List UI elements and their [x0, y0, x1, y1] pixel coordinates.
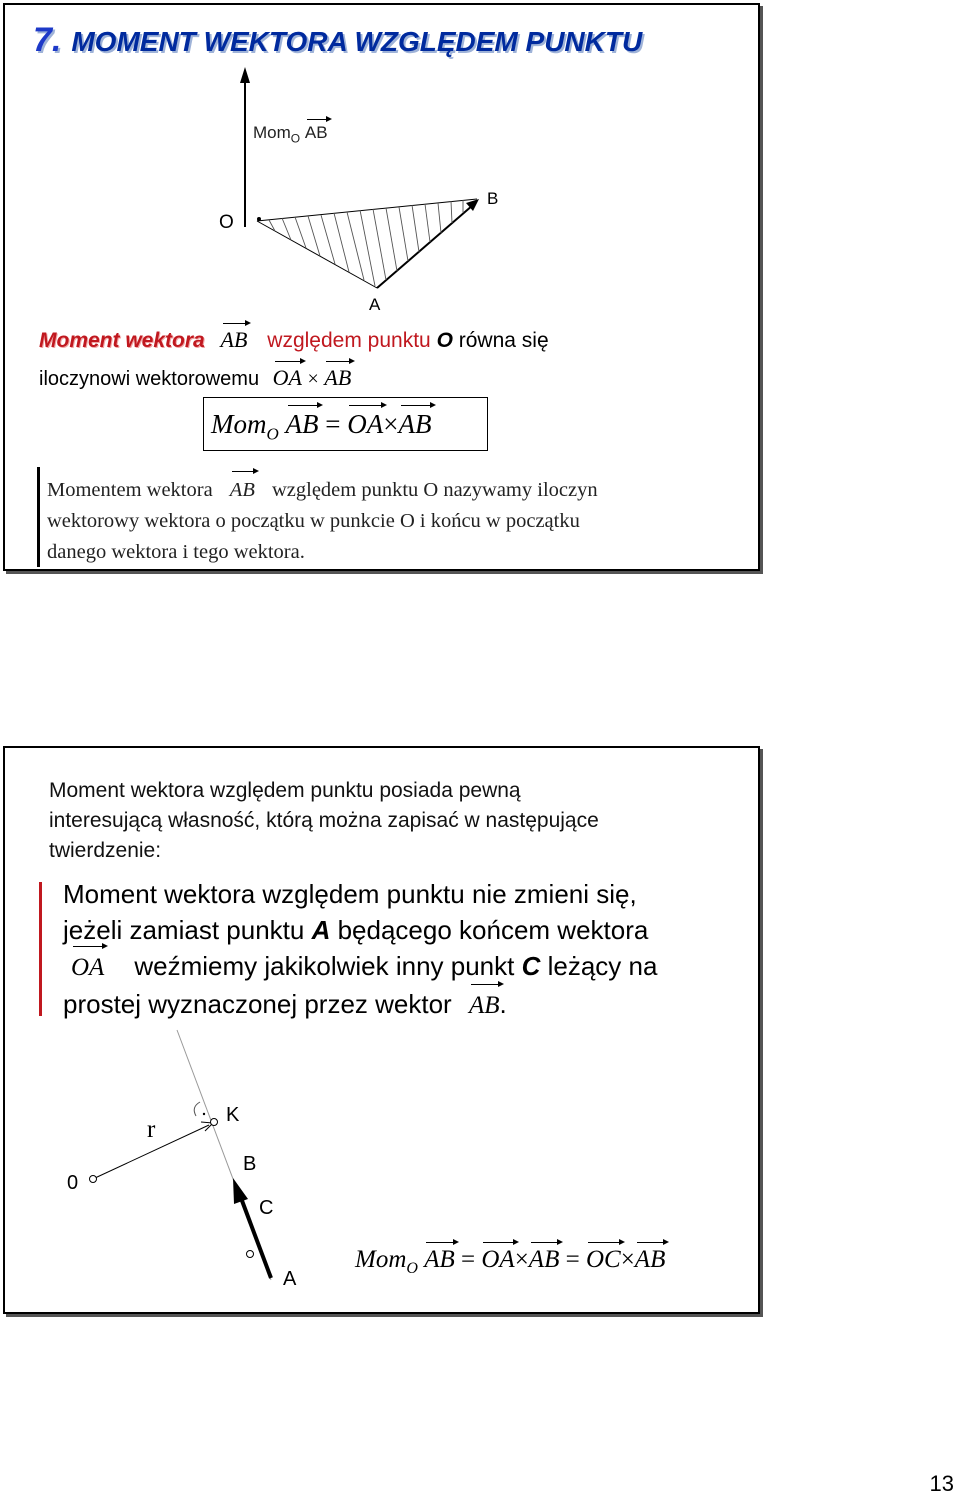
point-O-emph: O: [436, 329, 453, 352]
point-K-circle: [211, 1119, 218, 1126]
label-point-A: A: [283, 1268, 297, 1290]
formula-vec-AB-2: AB: [398, 409, 432, 439]
mom-label-sub: O: [290, 131, 301, 146]
statement-line-2: [39, 365, 351, 391]
label-point-B: B: [487, 189, 499, 208]
point-O-dot: [257, 217, 261, 221]
moment-formula: [211, 409, 432, 444]
intro-line-2: interesującą własność, którą można zapisać w następujące: [49, 809, 599, 832]
vec-AB-2: AB: [324, 365, 352, 390]
label-point-0: 0: [67, 1172, 79, 1194]
formula-eq: =: [325, 409, 341, 439]
rowna-sie: równa się: [458, 329, 549, 352]
thm-line-4-a: prostej wyznaczonej przez wektor: [63, 989, 452, 1019]
thm-vec-OA: OA: [71, 950, 104, 986]
theorem-bar: [39, 882, 42, 1016]
moment-vector-arrowhead: [240, 67, 250, 83]
slide-moment-definition: [3, 3, 760, 571]
thm-vec-AB: AB: [469, 988, 500, 1024]
definition-bar: [37, 467, 40, 567]
pf-vec-AB-2: AB: [528, 1246, 560, 1273]
pf-mom: Mom: [355, 1246, 407, 1273]
def-line-3: danego wektora i tego wektora.: [47, 541, 305, 563]
definition-paragraph: [47, 475, 598, 568]
pf-eq-1: =: [461, 1246, 476, 1273]
vector-AB-arrowhead: [233, 1178, 248, 1204]
right-angle-dot: [203, 1113, 205, 1115]
cross-sign: ×: [307, 368, 319, 390]
label-point-A: A: [369, 295, 381, 314]
formula-cross: ×: [383, 409, 399, 439]
label-point-O: O: [219, 212, 234, 233]
label-point-K: K: [226, 1104, 240, 1126]
formula-mom: Mom: [211, 409, 267, 439]
formula-vec-AB: AB: [285, 409, 319, 439]
point-A-emph: A: [311, 915, 331, 945]
pf-cross-1: ×: [514, 1246, 529, 1273]
label-r: r: [147, 1116, 156, 1143]
label-point-B: B: [243, 1153, 257, 1175]
formula-vec-OA: OA: [347, 409, 384, 439]
triangle-hatching: [269, 200, 463, 286]
property-formula: [355, 1246, 665, 1278]
mom-label-vec: AB: [304, 123, 328, 142]
theorem-paragraph: [63, 876, 657, 1024]
def-part-a: Momentem wektora: [47, 479, 213, 501]
vector-AB-line: [377, 205, 473, 288]
moment-wektora-emph: Moment wektora: [39, 329, 205, 352]
thm-line-2-a: jeżeli zamiast punktu: [63, 915, 305, 945]
def-line-1: [47, 475, 598, 506]
point-C-emph: C: [521, 951, 541, 981]
pf-sub: O: [406, 1260, 418, 1277]
title-number: 7.: [33, 21, 62, 59]
mom-label-prefix: Mom: [253, 123, 291, 142]
thm-line-2: [63, 912, 657, 948]
pf-eq-2: =: [565, 1246, 580, 1273]
pf-cross-2: ×: [620, 1246, 635, 1273]
point-0-circle: [90, 1176, 97, 1183]
intro-line-3: twierdzenie:: [49, 839, 162, 862]
vec-OA: OA: [272, 365, 302, 390]
thm-line-4-dot: .: [499, 989, 507, 1019]
point-C-circle: [247, 1251, 254, 1258]
label-point-C: C: [259, 1197, 274, 1219]
def-vec-AB: AB: [230, 475, 255, 506]
vec-AB: AB: [220, 327, 248, 352]
right-angle-mark: [194, 1102, 200, 1116]
wzgledem-punktu: względem punktu: [267, 329, 431, 352]
thm-line-3-a: weźmiemy jakikolwiek inny punkt: [134, 951, 515, 981]
title-text: MOMENT WEKTORA WZGLĘDEM PUNKTU: [71, 26, 643, 57]
def-line-2: wektorowy wektora o początku w punkcie O i końcu w początku: [47, 510, 580, 532]
thm-line-1: Moment wektora względem punktu nie zmieni się,: [63, 879, 637, 909]
pf-vec-OA: OA: [481, 1246, 515, 1273]
thm-line-3-b: leżący na: [547, 951, 658, 981]
segment-OA: [257, 221, 377, 288]
iloczynowi-text: iloczynowi wektorowemu: [39, 368, 260, 390]
pf-vec-OC: OC: [585, 1246, 621, 1273]
segment-OB: [257, 199, 477, 221]
intro-paragraph: [49, 776, 599, 866]
statement-line-1: [39, 327, 549, 353]
moment-vector-label: [253, 123, 328, 145]
page-number: 13: [929, 1471, 954, 1496]
slide-moment-property: [3, 746, 760, 1314]
thm-line-2-b: będącego końcem wektora: [337, 915, 649, 945]
intro-line-1: Moment wektora względem punktu posiada pewną: [49, 779, 521, 802]
pf-vec-AB-3: AB: [634, 1246, 666, 1273]
thm-line-3: [63, 948, 657, 986]
def-part-b: względem punktu O nazywamy iloczyn: [271, 479, 598, 501]
pf-vec-AB: AB: [424, 1246, 455, 1273]
formula-sub: O: [266, 424, 279, 444]
moment-diagram: [5, 5, 760, 325]
